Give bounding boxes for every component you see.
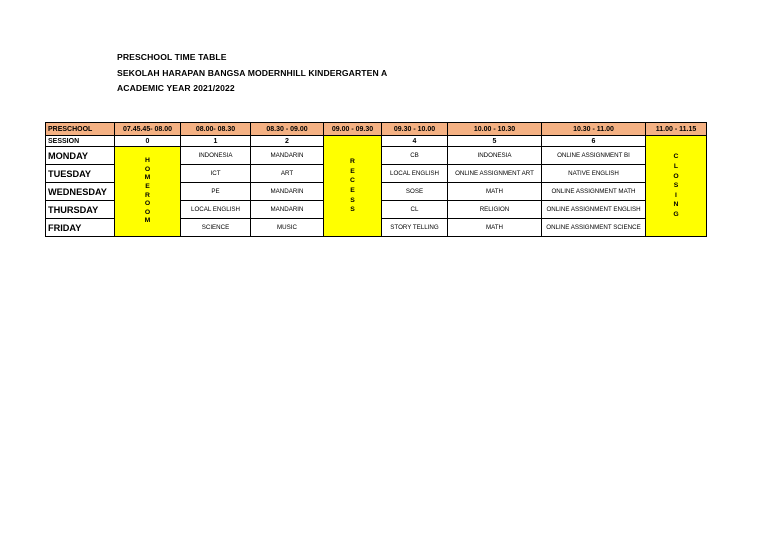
homeroom-letter: R [145,191,150,199]
subject-cell: ONLINE ASSIGNMENT ART [448,165,542,183]
recess-letters [324,157,381,215]
subject-cell: ONLINE ASSIGNMENT BI [542,147,646,165]
closing-letter: G [673,210,679,218]
subject-cell: CL [382,201,448,219]
subject-cell: RELIGION [448,201,542,219]
homeroom-letter: H [145,157,150,165]
closing-letter: O [673,172,679,180]
subject-cell: STORY TELLING [382,219,448,237]
recess-letter: R [350,158,355,166]
homeroom-letter: M [144,174,151,182]
subject-cell: MANDARIN [251,201,324,219]
subject-cell: NATIVE ENGLISH [542,165,646,183]
homeroom-letter: O [144,208,151,216]
header-time: 09.00 - 09.30 [324,123,382,136]
day-name: THURSDAY [46,201,115,219]
homeroom-letter: O [144,200,151,208]
recess-cell [324,136,382,237]
header-time: 08.30 - 09.00 [251,123,324,136]
session-label: SESSION [46,136,115,147]
subject-cell: MANDARIN [251,183,324,201]
closing-letter: C [673,153,679,161]
subject-cell: ONLINE ASSIGNMENT MATH [542,183,646,201]
title-line-1: PRESCHOOL TIME TABLE [117,52,227,62]
subject-cell: ICT [181,165,251,183]
timetable-titles [117,50,387,97]
subject-cell: LOCAL ENGLISH [382,165,448,183]
subject-cell: ART [251,165,324,183]
subject-cell: INDONESIA [448,147,542,165]
day-name: WEDNESDAY [46,183,115,201]
closing-letter: I [675,191,677,199]
session-number: 2 [251,136,324,147]
header-time: 09.30 - 10.00 [382,123,448,136]
closing-letter: S [673,182,679,190]
session-number: 1 [181,136,251,147]
day-name: MONDAY [46,147,115,165]
homeroom-letter: M [144,217,151,225]
day-name: FRIDAY [46,219,115,237]
subject-cell: MANDARIN [251,147,324,165]
timetable [45,122,707,237]
subject-cell: ONLINE ASSIGNMENT SCIENCE [542,219,646,237]
header-time: 07.45.45- 08.00 [115,123,181,136]
homeroom-letter: O [144,165,151,173]
closing-letter: N [673,201,679,209]
title-line-2: SEKOLAH HARAPAN BANGSA MODERNHILL KINDERGARTEN A [117,67,388,78]
homeroom-letter: E [145,182,150,190]
recess-letter: S [350,206,355,214]
subject-cell: INDONESIA [181,147,251,165]
subject-cell: ONLINE ASSIGNMENT ENGLISH [542,201,646,219]
session-row [46,136,707,147]
closing-letter: L [673,163,679,171]
subject-cell: MATH [448,183,542,201]
subject-cell: PE [181,183,251,201]
day-name: TUESDAY [46,165,115,183]
header-time: 11.00 - 11.15 [646,123,707,136]
title-line-3: ACADEMIC YEAR 2021/2022 [117,83,235,93]
session-number: 0 [115,136,181,147]
recess-letter: E [350,187,355,194]
subject-cell: SOSE [382,183,448,201]
closing-letters [646,152,706,219]
header-time: 10.00 - 10.30 [448,123,542,136]
header-label: PRESCHOOL [46,123,115,136]
session-number: 4 [382,136,448,147]
subject-cell: SCIENCE [181,219,251,237]
header-row [46,123,707,136]
subject-cell: MUSIC [251,219,324,237]
homeroom-cell [115,147,181,237]
recess-letter: E [350,167,355,175]
subject-cell: CB [382,147,448,165]
recess-letter: C [350,177,355,185]
session-number: 5 [448,136,542,147]
header-time: 08.00- 08.30 [181,123,251,136]
closing-cell [646,136,707,237]
header-time: 10.30 - 11.00 [542,123,646,136]
session-number: 6 [542,136,646,147]
subject-cell: MATH [448,219,542,237]
homeroom-letters [115,157,180,226]
subject-cell: LOCAL ENGLISH [181,201,251,219]
recess-letter: S [350,196,355,204]
